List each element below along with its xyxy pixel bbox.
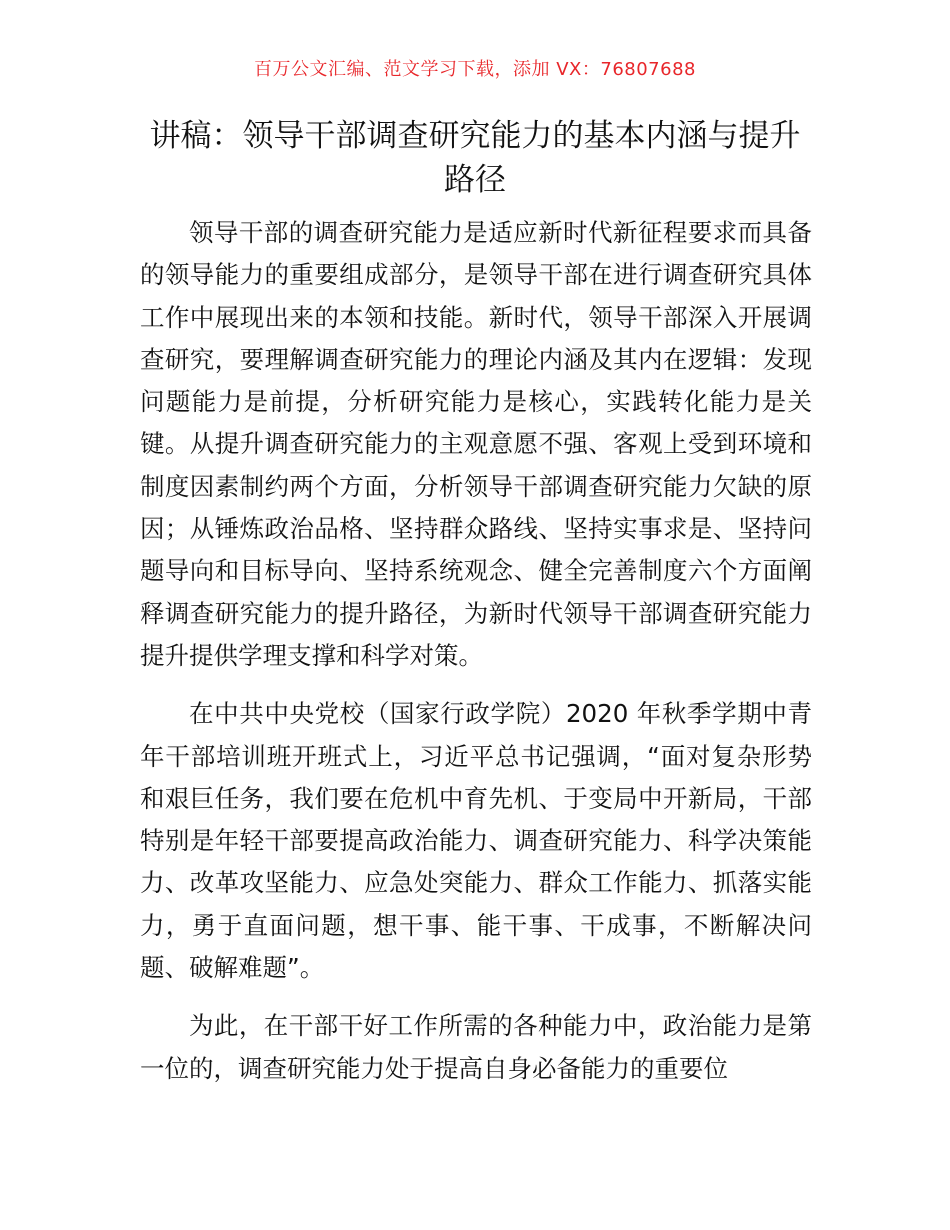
document-body (140, 212, 812, 1106)
body-paragraph: 领导干部的调查研究能力是适应新时代新征程要求而具备的领导能力的重要组成部分，是领导干部在进行调查研究具体工作中展现出来的本领和技能。新时代，领导干部深入开展调查研究，要理解调查研究能力的理论内涵及其内在逻辑：发现问题能力是前提，分析研究能力是核心，实践转化能力是关键。从提升调查研究能力的主观意愿不强、客观上受到环境和制度因素制约两个方面，分析领导干部调查研究能力欠缺的原因；从锤炼政治品格、坚持群众路线、坚持实事求是、坚持问题导向和目标导向、坚持系统观念、健全完善制度六个方面阐释调查研究能力的提升路径，为新时代领导干部调查研究能力提升提供学理支撑和科学对策。 (140, 218, 812, 670)
body-paragraph: 在中共中央党校（国家行政学院）2020 年秋季学期中青年干部培训班开班式上，习近平总书记强调，“面对复杂形势和艰巨任务，我们要在危机中育先机、于变局中开新局，干部特别是年轻干部要提高政治能力、调查研究能力、科学决策能力、改革攻坚能力、应急处突能力、群众工作能力、抓落实能力，勇于直面问题，想干事、能干事、干成事，不断解决问题、破解难题”。 (140, 699, 812, 983)
header-watermark-text: 百万公文汇编、范文学习下载，添加 VX：76807688 (254, 59, 696, 80)
body-paragraph: 为此，在干部干好工作所需的各种能力中，政治能力是第一位的，调查研究能力处于提高自身必备能力的重要位 (140, 1011, 812, 1083)
document-title: 讲稿：领导干部调查研究能力的基本内涵与提升路径 (149, 118, 801, 198)
